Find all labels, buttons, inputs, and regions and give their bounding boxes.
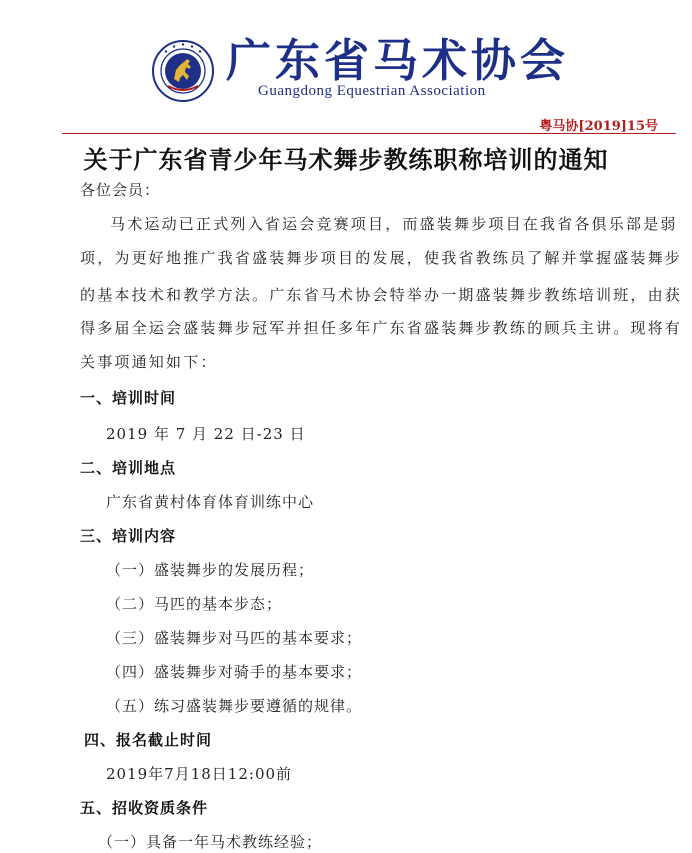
document-title: 关于广东省青少年马术舞步教练职称培训的通知 [83, 145, 609, 174]
section-item: （二）马匹的基本步态； [106, 595, 283, 613]
section-item: （五）练习盛装舞步要遵循的规律。 [106, 697, 363, 715]
section-heading: 四、报名截止时间 [84, 731, 213, 749]
intro-line: 马术运动已正式列入省运会竞赛项目，而盛装舞步项目在我省各俱乐部是弱 [110, 215, 678, 233]
section-heading: 一、培训时间 [80, 389, 177, 407]
salutation: 各位会员： [80, 181, 161, 199]
intro-line: 的基本技术和教学方法。广东省马术协会特举办一期盛装舞步教练培训班，由获 [80, 286, 683, 304]
section-item: （三）盛装舞步对马匹的基本要求； [106, 629, 363, 647]
section-item: （一）具备一年马术教练经验； [98, 833, 323, 851]
intro-line: 项，为更好地推广我省盛装舞步项目的发展，使我省教练员了解并掌握盛装舞步 [80, 249, 683, 267]
intro-line: 关事项通知如下： [80, 353, 218, 371]
letterhead [0, 0, 692, 134]
section-heading: 三、培训内容 [80, 527, 177, 545]
association-emblem-icon [152, 40, 214, 102]
section-item: 2019 年 7 月 22 日-23 日 [106, 425, 306, 443]
section-heading: 五、招收资质条件 [80, 799, 209, 817]
org-name-en: Guangdong Equestrian Association [258, 83, 486, 99]
section-item: 2019年7月18日12:00前 [106, 765, 293, 783]
header-rule [62, 133, 676, 134]
section-heading: 二、培训地点 [80, 459, 177, 477]
document-number: 粤马协[2019]15号 [539, 119, 658, 134]
section-item: （一）盛装舞步的发展历程； [106, 561, 315, 579]
org-name-cn: 广东省马术协会 [226, 34, 570, 87]
intro-line: 得多届全运会盛装舞步冠军并担任多年广东省盛装舞步教练的顾兵主讲。现将有 [80, 319, 683, 337]
section-item: （四）盛装舞步对骑手的基本要求； [106, 663, 363, 681]
section-item: 广东省黄村体育体育训练中心 [106, 493, 315, 511]
